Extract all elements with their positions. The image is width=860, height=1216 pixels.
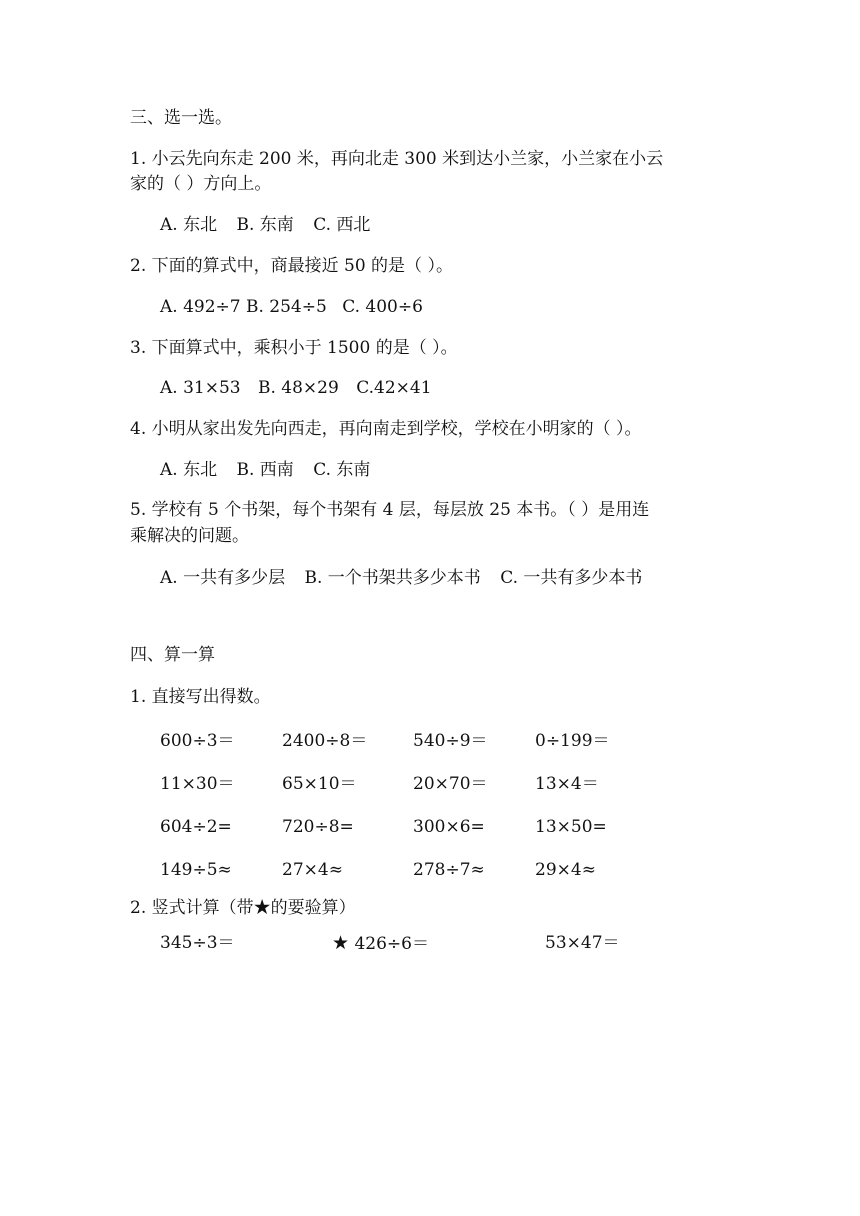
- q4-text: 4. 小明从家出发先向西走，再向南走到学校，学校在小明家的（ ）。: [130, 419, 642, 439]
- q3-option-b: B. 48×29: [258, 378, 339, 398]
- oral-calc-r2-c4: 13×4＝: [535, 774, 599, 794]
- oral-calc-r1-c1: 600÷3＝: [160, 731, 235, 751]
- q3-option-a: A. 31×53: [160, 378, 241, 398]
- oral-calc-r3-c2: 720÷8=: [282, 817, 354, 837]
- oral-calc-r3-c4: 13×50=: [535, 817, 607, 837]
- vertical-calc-item-1: 345÷3＝: [160, 933, 235, 953]
- q4-option-c: C. 东南: [313, 460, 371, 480]
- oral-calc-r2-c3: 20×70＝: [413, 774, 488, 794]
- q5-options: [160, 566, 642, 590]
- vertical-calc-item-2: [332, 931, 429, 956]
- oral-calc-title: 1. 直接写出得数。: [130, 687, 271, 707]
- q2-option-b: B. 254÷5: [246, 297, 327, 317]
- q5-option-c: C. 一共有多少本书: [500, 568, 643, 588]
- oral-calc-r1-c3: 540÷9＝: [413, 731, 488, 751]
- q5-option-b: B. 一个书架共多少本书: [304, 568, 481, 588]
- q2-text: 2. 下面的算式中，商最接近 50 的是（ ）。: [130, 256, 453, 276]
- q3-options: [160, 376, 432, 400]
- oral-calc-r1-c4: 0÷199＝: [535, 731, 610, 751]
- oral-calc-r4-c3: 278÷7≈: [413, 860, 485, 880]
- oral-calc-r4-c4: 29×4≈: [535, 860, 596, 880]
- oral-calc-r3-c3: 300×6=: [413, 817, 485, 837]
- q5-text-line1: 5. 学校有 5 个书架，每个书架有 4 层，每层放 25 本书。（ ）是用连: [130, 500, 650, 520]
- oral-calc-r3-c1: 604÷2=: [160, 817, 232, 837]
- oral-calc-r4-c2: 27×4≈: [282, 860, 343, 880]
- q2-option-c: C. 400÷6: [342, 297, 423, 317]
- q4-options: [160, 458, 370, 482]
- q2-option-a: A. 492÷7: [160, 297, 241, 317]
- q3-text: 3. 下面算式中，乘积小于 1500 的是（ ）。: [130, 338, 458, 358]
- vertical-calc-item-2-expr: 426÷6＝: [354, 934, 429, 954]
- q1-options: [160, 213, 370, 237]
- q1-option-b: B. 东南: [236, 215, 294, 235]
- oral-calc-r2-c2: 65×10＝: [282, 774, 357, 794]
- section4-heading: 四、算一算: [130, 645, 215, 665]
- q3-option-c: C.42×41: [356, 378, 432, 398]
- section3-heading: 三、选一选。: [130, 108, 232, 128]
- q1-option-a: A. 东北: [160, 215, 218, 235]
- oral-calc-r2-c1: 11×30＝: [160, 774, 235, 794]
- q5-text-line2: 乘解决的问题。: [130, 526, 249, 546]
- q1-text-line1: 1. 小云先向东走 200 米，再向北走 300 米到达小兰家，小兰家在小云: [130, 149, 664, 169]
- vertical-calc-title: 2. 竖式计算（带★的要验算）: [130, 898, 356, 918]
- q1-text-line2: 家的（ ）方向上。: [130, 174, 272, 194]
- q4-option-b: B. 西南: [236, 460, 294, 480]
- q5-option-a: A. 一共有多少层: [160, 568, 286, 588]
- q2-options: [160, 295, 423, 319]
- q4-option-a: A. 东北: [160, 460, 218, 480]
- star-icon: ★: [332, 932, 350, 954]
- q1-option-c: C. 西北: [313, 215, 371, 235]
- vertical-calc-item-3: 53×47＝: [545, 933, 620, 953]
- oral-calc-r4-c1: 149÷5≈: [160, 860, 232, 880]
- oral-calc-r1-c2: 2400÷8＝: [282, 731, 368, 751]
